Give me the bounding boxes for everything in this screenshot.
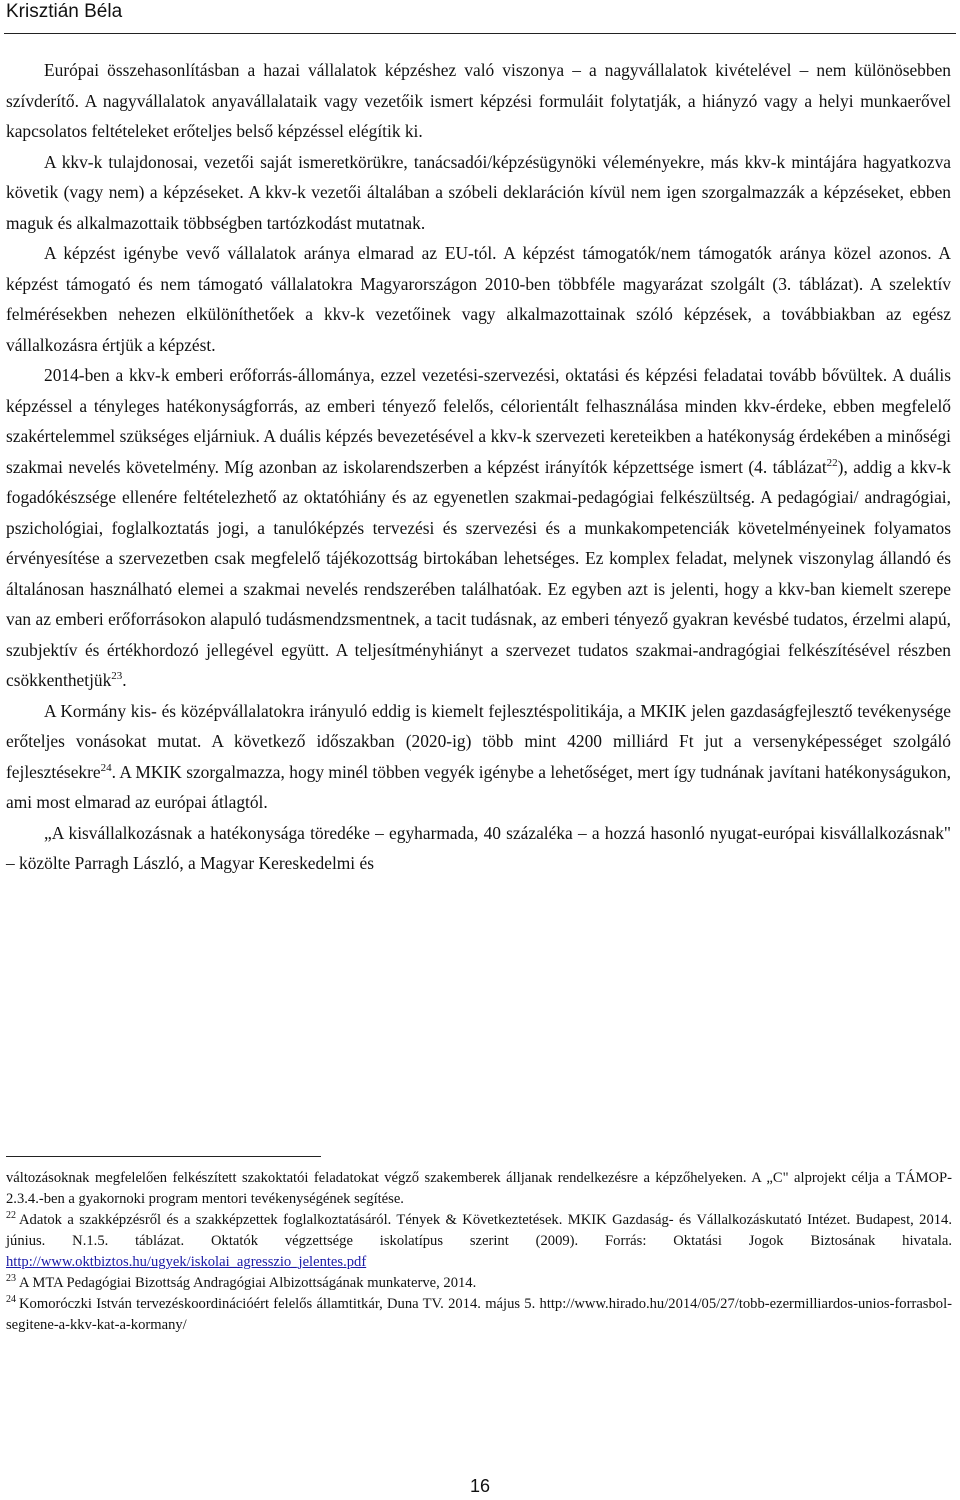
footnote-number: 24 bbox=[6, 1294, 16, 1306]
paragraph-1 bbox=[6, 55, 951, 147]
paragraph-text: „A kisvállalkozásnak a hatékonysága töredéke – egyharmada, 40 százaléka – a hozzá hasonló nyugat-európai kisvállalkozásnak" – közölte Parragh László, a Magyar Kereskedelmi és bbox=[6, 822, 951, 873]
footnote-ref-22[interactable]: 22 bbox=[826, 456, 838, 469]
footnote-divider bbox=[6, 1156, 321, 1157]
paragraph-text: A képzést igénybe vevő vállalatok aránya elmarad az EU-tól. A képzést támogatók/nem támogatók aránya közel azonos. A képzést támogató és nem támogató vállalatokra Magyarországon 2010-ben többféle magyarázat szolgált (3. táblázat). A szelektív felmérésekben nehezen elkülöníthetőek a kkv-k vezetőinek vagy alkalmazottainak szóló képzések, a továbbiakban az egész vállalkozásra értjük a képzést. bbox=[6, 243, 951, 355]
paragraph-text: A Kormány kis- és középvállalatokra irányuló eddig is kiemelt fejlesztéspolitikája, a MKIK jelen gazdaságfejlesztő tevékenysége erőteljes vonásokat mutat. A következő időszakban (2020-ig) több mint 4200 milliárd Ft jut a versenyképességet szolgáló fejlesztésekre bbox=[6, 700, 951, 782]
paragraph-text: . A MKIK szorgalmazza, hogy minél többen vegyék igénybe a lehetőséget, mert így tudnának javítani hatékonyságukon, ami most elmarad az európai átlagtól. bbox=[6, 761, 951, 812]
footnote-23 bbox=[6, 1273, 952, 1294]
footnote-ref-23[interactable]: 23 bbox=[111, 670, 123, 683]
footnote-link[interactable]: http://www.oktbiztos.hu/ugyek/iskolai_agresszio_jelentes.pdf bbox=[6, 1254, 367, 1270]
paragraph-2 bbox=[6, 147, 951, 239]
footnote-text: Komoróczki István tervezéskoordinációért felelős államtitkár, Duna TV. 2014. május 5. http://www.hirado.hu/2014/05/27/tobb-ezermilliardos-unios-forrasbol-segitene-a-kkv-kat-a-kormany/ bbox=[6, 1296, 952, 1333]
paragraph-text: A kkv-k tulajdonosai, vezetői saját ismeretkörükre, tanácsadói/képzésügynöki véleményekre, más kkv-k mintájára hagyatkozva követik (vagy nem) a képzéseket. A kkv-k vezetői általában a szóbeli deklaráción kívül nem igen szorgalmazzák a képzéseket, ebben maguk és alkalmazottaik többségben tartózkodást mutatnak. bbox=[6, 151, 951, 233]
paragraph-6 bbox=[6, 818, 951, 879]
footnote-24 bbox=[6, 1294, 952, 1336]
page-number: 16 bbox=[469, 1476, 491, 1496]
paragraph-text: Európai összehasonlításban a hazai vállalatok képzéshez való viszonya – a nagyvállalatok kivételével – nem különösebben szívderítő. A nagyvállalatok anyavállalataik vagy vezetőik ismert képzési formuláit folytatják, a hiányzó vagy a helyi munkaerővel kapcsolatos feltételeket erőteljes belső képzéssel elégítik ki. bbox=[6, 60, 951, 141]
footnote-text: A MTA Pedagógiai Bizottság Andragógiai Albizottságának munkaterve, 2014. bbox=[19, 1275, 477, 1291]
paragraph-text: 2014-ben a kkv-k emberi erőforrás-állománya, ezzel vezetési-szervezési, oktatási és képzési feladatai tovább bővültek. A duális képzéssel a tényleges hatékonyságforrás, az emberi tényező felelős, célorientált felhasználása minden kkv-érdeke, ebben megfelelő szakértelemmel szükséges eljárniuk. A duális képzés bevezetésével a kkv-k szervezeti kereteikben a hatékonyság érdekében a minőségi szakmai nevelés követelmény. Míg azonban az iskolarendszerben a képzést irányítók képzettsége ismert (4. táblázat bbox=[6, 365, 951, 477]
paragraph-text: . bbox=[122, 670, 127, 690]
footnote-ref-24[interactable]: 24 bbox=[100, 761, 112, 774]
footnote-text: Adatok a szakképzésről és a szakképzettek foglalkoztatásáról. Tények & Következtetések. MKIK Gazdaság- és Vállalkozáskutató Intézet. Budapest, 2014. június. N.1.5. táblázat. Oktatók végzettsége iskolatípus szerint (2009). Forrás: Oktatási Jogok Biztosának hivatala. bbox=[6, 1212, 952, 1249]
footnote-22 bbox=[6, 1210, 952, 1273]
running-header-author: Krisztián Béla bbox=[6, 1, 123, 22]
paragraph-text: ), addig a kkv-k fogadókészsége ellenére feltételezhető az oktatóhiány és az egyenetlen szakmai-pedagógiai felkészültség. A pedagógiai/ andragógiai, pszichológiai, foglalkoztatás jogi, a tanulóképzés tervezési és szervezési és a munkakompetenciák követelményeinek folyamatos érvényesítése a szervezetben csak megfelelő tájékozottság birtokában lehetséges. Ez komplex feladat, melynek viszonylag állandó és általánosan használható elemei a szakmai nevelés rendszerében találhatóak. Ez egyben azt is jelenti, hogy a kkv-ban kiemelt szerepe van az emberi erőforrásokon alapuló tudásmendzsmentnek, a tacit tudásnak, az emberi tényező gyakran kevésbé tudatos, érzelmi alapú, szubjektív és értékhordozó jellegével együtt. A teljesítményhiányt a szervezet tudatos szakmai-andragógiai felkészítésével részben csökkenthetjük bbox=[6, 456, 951, 690]
paragraph-3 bbox=[6, 238, 951, 360]
footnote-number: 22 bbox=[6, 1210, 16, 1222]
paragraph-4 bbox=[6, 360, 951, 696]
footnotes bbox=[6, 1168, 952, 1336]
header-divider bbox=[4, 33, 956, 34]
footnote-number: 23 bbox=[6, 1273, 16, 1285]
body-text bbox=[6, 55, 951, 879]
paragraph-5 bbox=[6, 696, 951, 818]
footnote-continuation: változásoknak megfelelően felkészített szakoktatói feladatokat végző szakemberek álljanak rendelkezésre a képzőhelyeken. A „C" alprojekt célja a TÁMOP-2.3.4.-ben a gyakornoki program mentori tevékenységének segítése. bbox=[6, 1170, 952, 1207]
